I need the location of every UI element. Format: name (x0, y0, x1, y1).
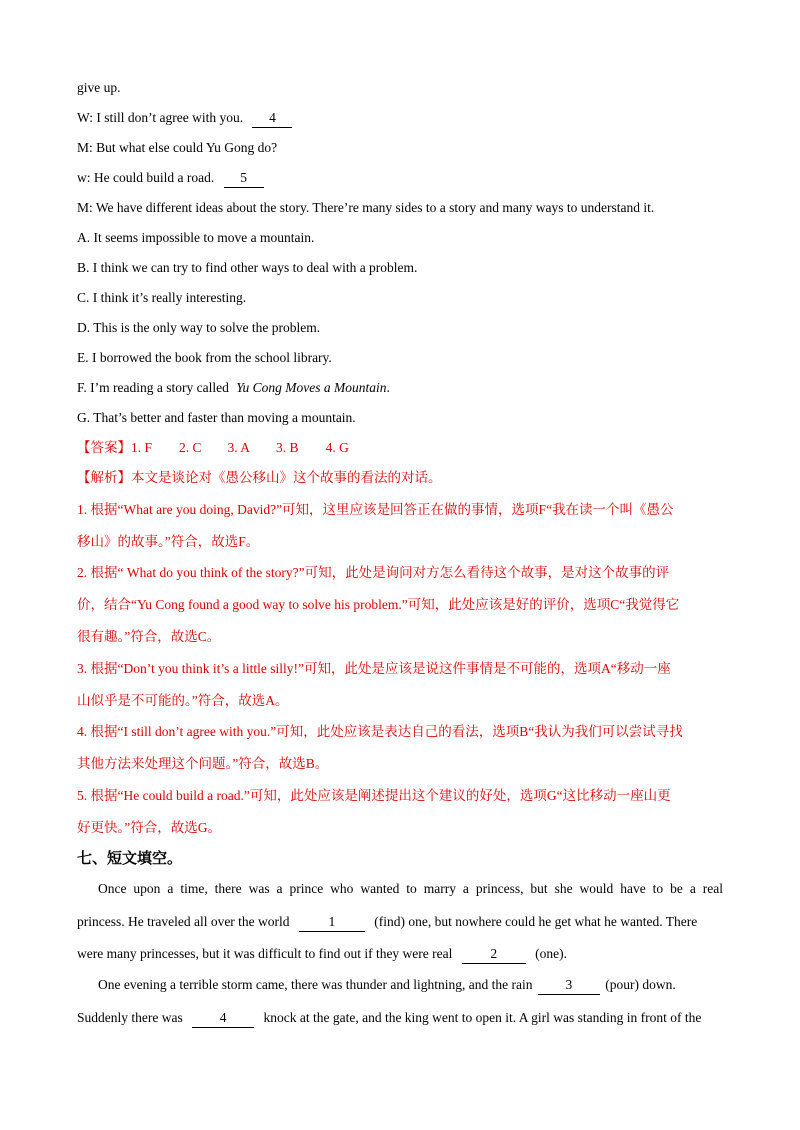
dialogue-line-m (77, 139, 277, 157)
passage-text: (pour) down. (605, 977, 676, 992)
passage-p1-line-2 (77, 913, 697, 932)
explanation-4-line-2 (77, 755, 328, 773)
blank-4-passage: 4 (192, 1009, 254, 1028)
analysis-text: 其他方法来处理这个问题。”符合，故选B。 (77, 756, 329, 771)
option-c (77, 289, 246, 307)
blank-1: 1 (299, 913, 365, 932)
blank-2: 2 (462, 945, 526, 964)
dialogue-continuation (77, 79, 121, 97)
option-text: F. I’m reading a story called (77, 380, 229, 395)
analysis-intro (77, 469, 442, 487)
dialogue-line-w4 (77, 109, 292, 128)
analysis-text: 4. 根据“I still don’t agree with you.”可知，此处应该是表达自己的看法，选项B“我认为我们可以尝试寻找 (77, 724, 683, 739)
analysis-text: 山似乎是不可能的。”符合，故选A。 (77, 693, 289, 708)
explanation-5-line-2 (77, 819, 221, 837)
passage-p2-line-2 (77, 1009, 701, 1028)
passage-text: princess. He traveled all over the world (77, 914, 290, 929)
section-title (77, 849, 182, 867)
option-text: . (386, 380, 390, 395)
dialogue-text: w: He could build a road. (77, 170, 215, 185)
explanation-2-line-1 (77, 564, 669, 582)
passage-text: (find) one, but nowhere could he get what he wanted. There (374, 914, 698, 929)
dialogue-line-w5 (77, 169, 264, 188)
dialogue-text: M: But what else could Yu Gong do? (77, 140, 278, 155)
explanation-1-line-2 (77, 533, 259, 551)
passage-p2-line-1 (98, 976, 676, 995)
analysis-text: 好更快。”符合，故选G。 (77, 820, 221, 835)
answer-line (77, 439, 349, 457)
answer-item: 3. A (227, 440, 251, 455)
dialogue-text: give up. (77, 80, 121, 95)
option-text: D. This is the only way to solve the problem. (77, 320, 321, 335)
passage-text: One evening a terrible storm came, there was thunder and lightning, and the rain (98, 977, 533, 992)
answer-item: 2. C (179, 440, 202, 455)
passage-p1-line-1 (98, 880, 723, 898)
passage-text: (one). (535, 946, 567, 961)
passage-text: knock at the gate, and the king went to open it. A girl was standing in front of the (263, 1010, 702, 1025)
analysis-text: 很有趣。”符合，故选C。 (77, 629, 221, 644)
explanation-2-line-3 (77, 628, 220, 646)
option-text: B. I think we can try to find other ways to deal with a problem. (77, 260, 418, 275)
option-e (77, 349, 332, 367)
story-title: Yu Cong Moves a Mountain (236, 380, 387, 395)
dialogue-line-m-last (77, 199, 654, 217)
blank-3: 3 (538, 976, 600, 995)
dialogue-text: M: We have different ideas about the story. There’re many sides to a story and many ways to understand it. (77, 200, 655, 215)
option-b (77, 259, 417, 277)
passage-text: Suddenly there was (77, 1010, 183, 1025)
answer-label: 【答案】 (77, 440, 131, 455)
explanation-3-line-2 (77, 692, 289, 710)
explanation-1-line-1 (77, 501, 674, 519)
blank-4: 4 (252, 109, 292, 128)
option-text: A. It seems impossible to move a mountain. (77, 230, 315, 245)
analysis-text: 【解析】本文是谈论对《愚公移山》这个故事的看法的对话。 (77, 470, 442, 485)
section-title-text: 七、短文填空。 (77, 849, 183, 867)
answer-item: 1. F (131, 440, 153, 455)
analysis-text: 1. 根据“What are you doing, David?”可知，这里应该是回答正在做的事情，选项F“我在读一个叫《愚公 (77, 502, 674, 517)
analysis-text: 移山》的故事。”符合，故选F。 (77, 534, 260, 549)
answer-item: 3. B (276, 440, 299, 455)
passage-text: were many princesses, but it was difficult to find out if they were real (77, 946, 453, 961)
option-g (77, 409, 356, 427)
analysis-text: 2. 根据“ What do you think of the story?”可知，此处是询问对方怎么看待这个故事，是对这个故事的评 (77, 565, 670, 580)
passage-text: Once upon a time, there was a prince who wanted to marry a princess, but she would have to be a real (98, 881, 723, 896)
option-text: G. That’s better and faster than moving a mountain. (77, 410, 356, 425)
analysis-text: 3. 根据“Don’t you think it’s a little silly!”可知，此处是应该是说这件事情是不可能的，选项A“移动一座 (77, 661, 671, 676)
explanation-2-line-2 (77, 596, 679, 614)
explanation-3-line-1 (77, 660, 671, 678)
option-text: C. I think it’s really interesting. (77, 290, 247, 305)
dialogue-text: W: I still don’t agree with you. (77, 110, 244, 125)
option-d (77, 319, 320, 337)
analysis-text: 价，结合“Yu Cong found a good way to solve his problem.”可知，此处应该是好的评价，选项C“我觉得它 (77, 597, 680, 612)
passage-p1-line-3 (77, 945, 567, 964)
answer-item: 4. G (325, 440, 349, 455)
option-text: E. I borrowed the book from the school library. (77, 350, 332, 365)
explanation-5-line-1 (77, 787, 671, 805)
option-a (77, 229, 314, 247)
explanation-4-line-1 (77, 723, 683, 741)
blank-5: 5 (224, 169, 264, 188)
option-f (77, 379, 390, 397)
analysis-text: 5. 根据“He could build a road.”可知，此处应该是阐述提出这个建议的好处，选项G“这比移动一座山更 (77, 788, 671, 803)
